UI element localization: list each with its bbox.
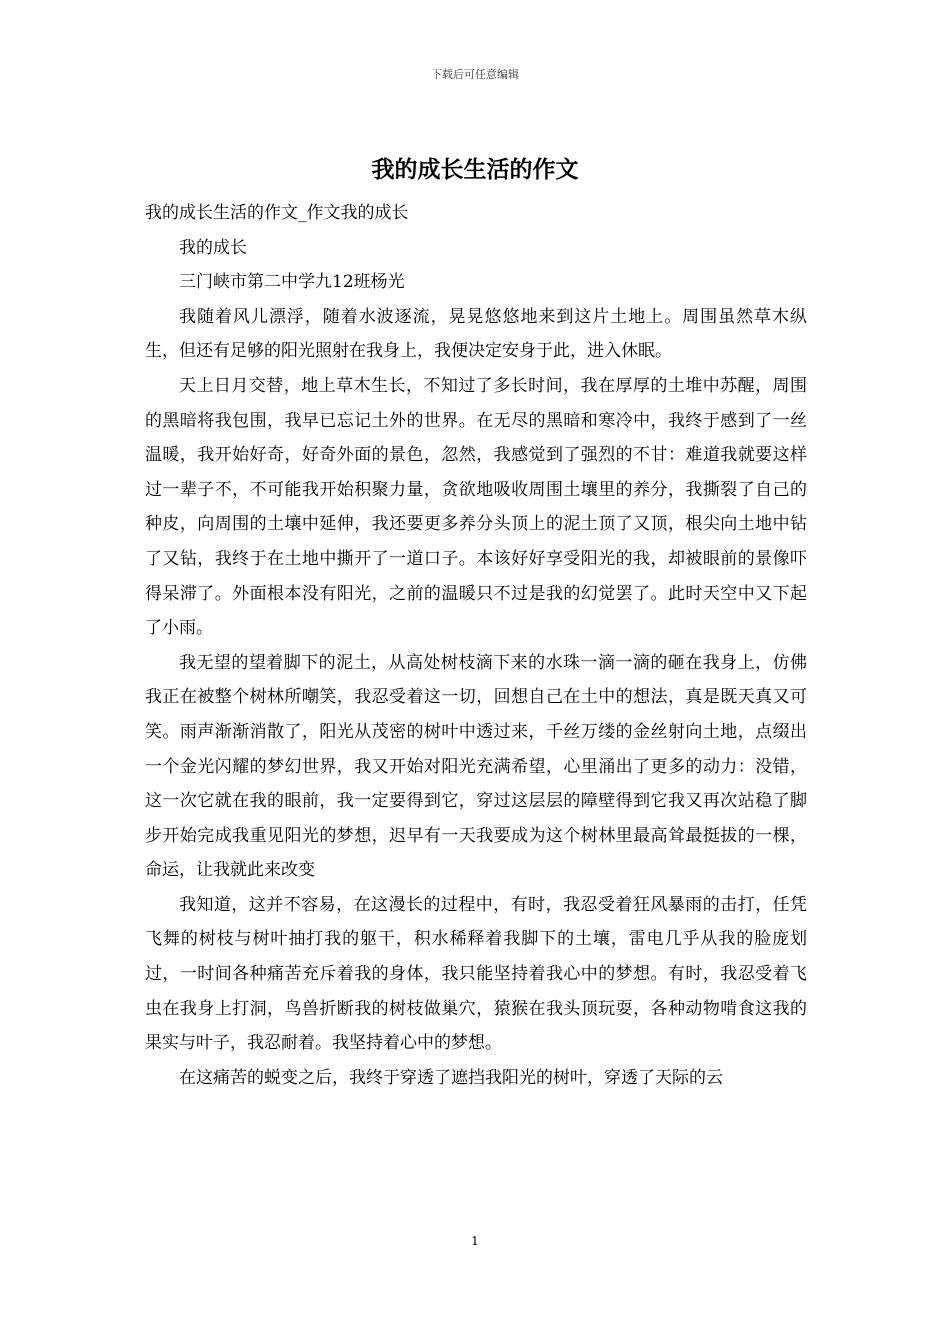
document-title: 我的成长生活的作文 [371, 156, 579, 183]
document-subtitle: 我的成长生活的作文_作文我的成长 [145, 203, 409, 223]
document-body [145, 196, 807, 1095]
paragraph: 在这痛苦的蜕变之后，我终于穿透了遮挡我阳光的树叶，穿透了天际的云 [179, 1067, 723, 1088]
paragraph: 我随着风儿漂浮，随着水波逐流，晃晃悠悠地来到这片土地上。周围虽然草木纵生，但还有足够的阳光照射在我身上，我便决定安身于此，进入休眠。 [145, 306, 807, 362]
header-note: 下载后可任意编辑 [431, 68, 519, 81]
page-number: 1 [471, 1234, 479, 1248]
paragraph: 我无望的望着脚下的泥土，从高处树枝滴下来的水珠一滴一滴的砸在我身上，仿佛我正在被整个树林所嘲笑，我忍受着这一切，回想自己在土中的想法，真是既天真又可笑。雨声渐渐消散了，阳光从茂密的树叶中透过来，千丝万缕的金丝射向土地，点缀出一个金光闪耀的梦幻世界，我又开始对阳光充满希望，心里涌出了更多的动力：没错，这一次它就在我的眼前，我一定要得到它，穿过这层层的障壁得到它我又再次站稳了脚步开始完成我重见阳光的梦想，迟早有一天我要成为这个树林里最高耸最挺拔的一棵，命运，让我就此来改变 [145, 652, 807, 881]
essay-heading: 我的成长 [179, 237, 247, 258]
paragraph: 我知道，这并不容易，在这漫长的过程中，有时，我忍受着狂风暴雨的击打，任凭飞舞的树枝与树叶抽打我的躯干，积水稀释着我脚下的土壤，雷电几乎从我的脸庞划过，一时间各种痛苦充斥着我的身体，我只能坚持着我心中的梦想。有时，我忍受着飞虫在我身上打洞，鸟兽折断我的树枝做巢穴，猿猴在我头顶玩耍，各种动物啃食这我的果实与叶子，我忍耐着。我坚持着心中的梦想。 [145, 894, 807, 1054]
author-line: 三门峡市第二中学九12班杨光 [179, 272, 405, 293]
paragraph: 天上日月交替，地上草木生长，不知过了多长时间，我在厚厚的土堆中苏醒，周围的黑暗将我包围，我早已忘记土外的世界。在无尽的黑暗和寒冷中，我终于感到了一丝温暖，我开始好奇，好奇外面的景色，忽然，我感觉到了强烈的不甘：难道我就要这样过一辈子不，不可能我开始积聚力量，贪欲地吸收周围土壤里的养分，我撕裂了自己的种皮，向周围的土壤中延伸，我还要更多养分头顶上的泥土顶了又顶，根尖向土地中钻了又钻，我终于在土地中撕开了一道口子。本该好好享受阳光的我，却被眼前的景像吓得呆滞了。外面根本没有阳光，之前的温暖只不过是我的幻觉罢了。此时天空中又下起了小雨。 [145, 375, 807, 639]
